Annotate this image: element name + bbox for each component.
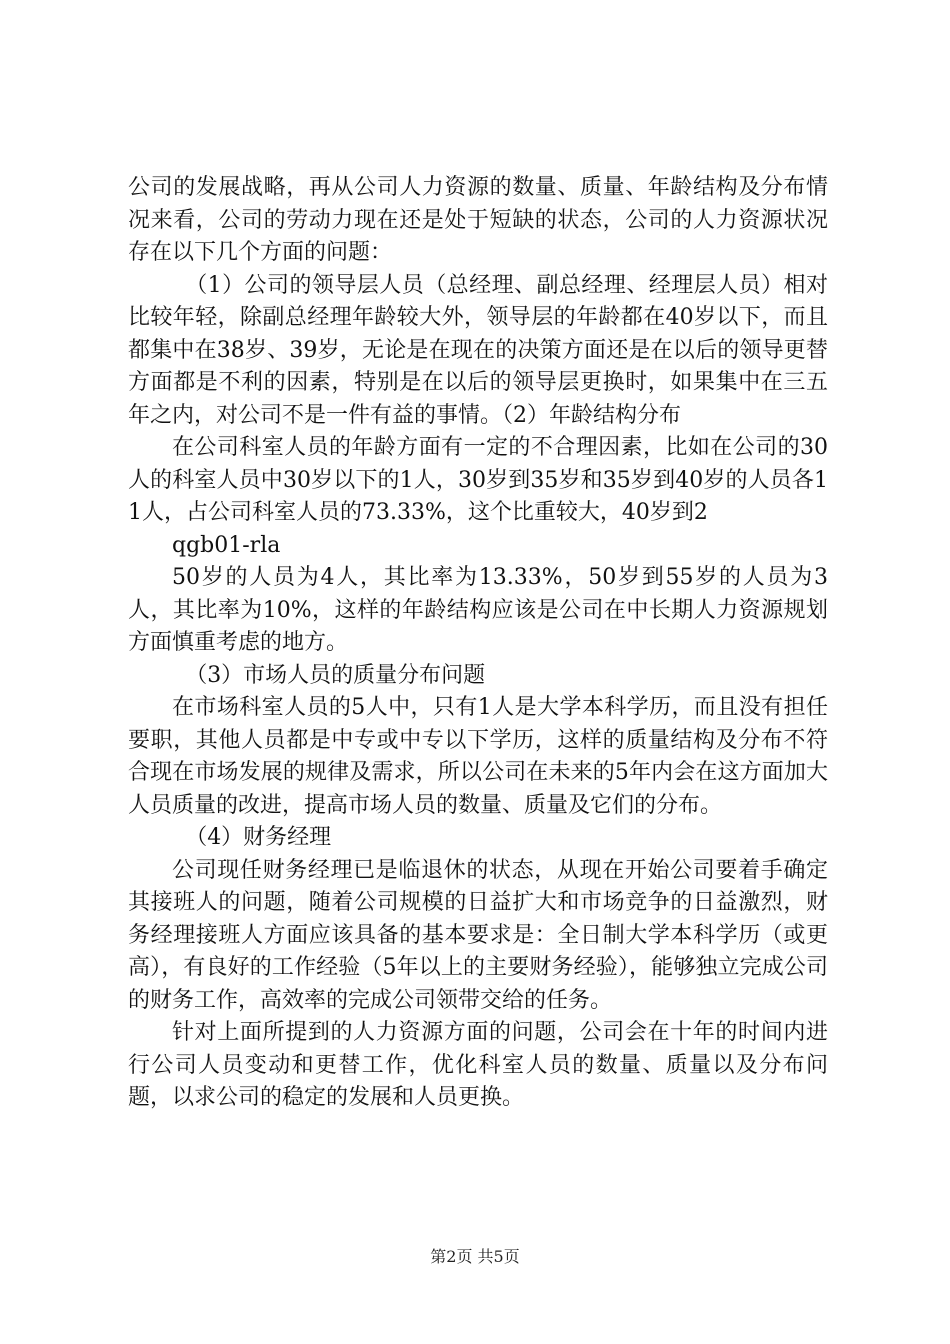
paragraph-conclusion: 针对上面所提到的人力资源方面的问题，公司会在十年的时间内进行公司人员变动和更替工作，优化科室人员的数量、质量以及分布问题，以求公司的稳定的发展和人员更换。 [128,1020,828,1110]
paragraph-age-structure: 在公司科室人员的年龄方面有一定的不合理因素，比如在公司的30人的科室人员中30岁以下的1人，30岁到35岁和35岁到40岁的人员各11人，占公司科室人员的73.33%，这个比重较大，40岁到2 [128,435,828,525]
document-body [128,172,828,1115]
paragraph-market-quality: 在市场科室人员的5人中，只有1人是大学本科学历，而且没有担任要职，其他人员都是中专或中专以下学历，这样的质量结构及分布不符合现在市场发展的规律及需求，所以公司在未来的5年内会在这方面加大人员质量的改进，提高市场人员的数量、质量及它们的分布。 [128,695,828,818]
paragraph-finance-manager: 公司现任财务经理已是临退休的状态，从现在开始公司要着手确定其接班人的问题，随着公司规模的日益扩大和市场竞争的日益激烈，财务经理接班人方面应该具备的基本要求是：全日制大学本科学历（或更高），有良好的工作经验（5年以上的主要财务经验），能够独立完成公司的财务工作，高效率的完成公司领带交给的任务。 [128,857,828,1013]
paragraph-age-ratio: 50岁的人员为4人，其比率为13.33%，50岁到55岁的人员为3人，其比率为10%，这样的年龄结构应该是公司在中长期人力资源规划方面慎重考虑的地方。 [128,565,828,655]
paragraph-intro: 公司的发展战略，再从公司人力资源的数量、质量、年龄结构及分布情况来看，公司的劳动力现在还是处于短缺的状态，公司的人力资源状况存在以下几个方面的问题： [128,175,828,265]
page-footer: 第2页 共5页 [430,1247,520,1266]
paragraph-code: qgb01-rla [172,532,281,558]
paragraph-heading-market: （3）市场人员的质量分布问题 [185,662,486,688]
paragraph-heading-finance: （4）财务经理 [185,825,332,850]
paragraph-leadership: （1）公司的领导层人员（总经理、副总经理、经理层人员）相对比较年轻，除副总经理年龄较大外，领导层的年龄都在40岁以下，而且都集中在38岁、39岁，无论是在现在的决策方面还是在以后的领导更替方面都是不利的因素，特别是在以后的领导层更换时，如果集中在三五年之内，对公司不是一件有益的事情。（2）年龄结构分布 [128,272,828,428]
